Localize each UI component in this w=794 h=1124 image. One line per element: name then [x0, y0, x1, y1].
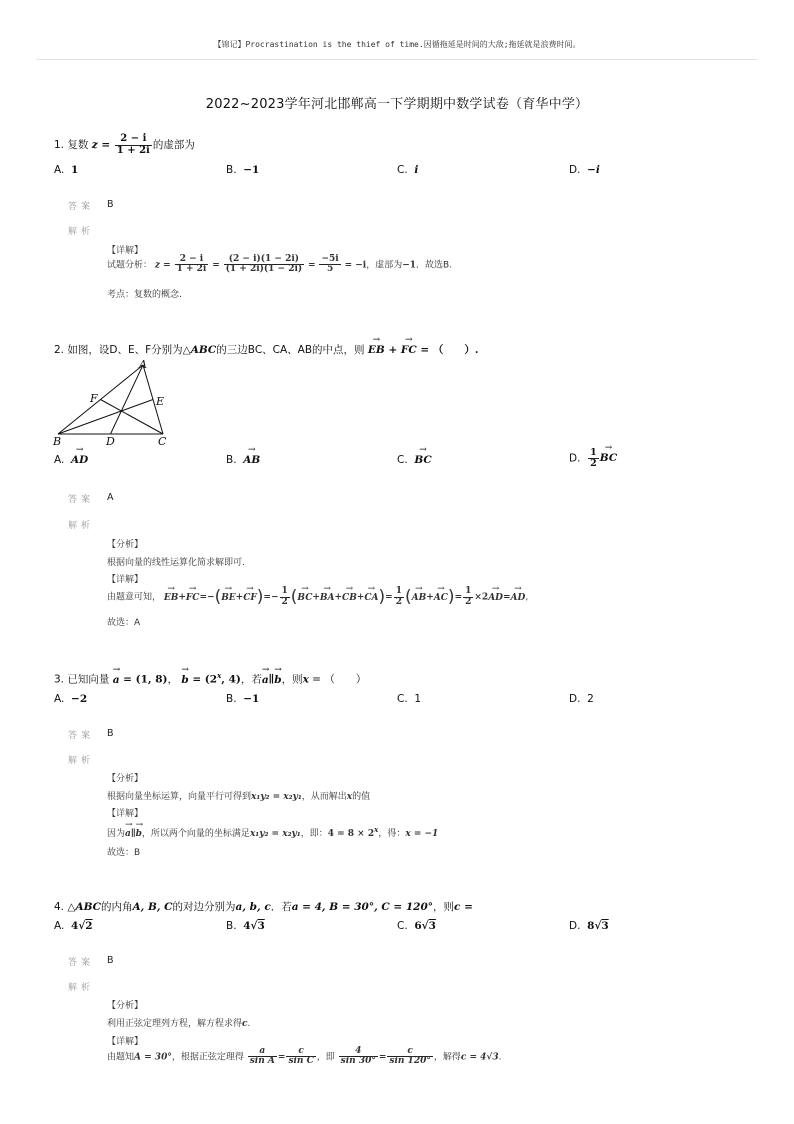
sol-exponent: x: [374, 825, 379, 834]
analysis-heading: 【分析】: [107, 1001, 144, 1011]
question-text: 的虚部为: [152, 139, 195, 151]
triangle-figure: [52, 358, 172, 450]
question-number: 3.: [54, 673, 65, 686]
math-exponent: x: [217, 671, 222, 680]
fraction: [224, 255, 305, 275]
sol-text: ，得：: [378, 829, 406, 839]
q1-option-c[interactable]: [397, 164, 418, 176]
fraction-numerator: c: [286, 1047, 315, 1057]
sol-math: c: [242, 1019, 248, 1029]
analysis-heading: 【分析】: [107, 540, 144, 550]
math-x: x: [302, 673, 309, 686]
vector: → EB: [164, 593, 178, 603]
sol-math: x₁y₂ = x₂y₁: [249, 829, 301, 839]
question-1-stem: [54, 134, 195, 156]
fraction: [387, 1047, 432, 1067]
header-divider: [36, 59, 758, 60]
q4-analysis: [107, 1016, 250, 1029]
math-c: c =: [454, 901, 473, 913]
sol-text: .: [247, 1019, 251, 1029]
option-letter: D.: [569, 164, 581, 176]
vector: → AD: [488, 593, 503, 603]
vector-fc: → FC: [401, 344, 417, 356]
option-letter: B.: [226, 164, 237, 176]
fraction-denominator: 2: [590, 457, 597, 469]
fraction-numerator: 1: [465, 586, 472, 597]
math-sides: a, b, c: [235, 901, 271, 913]
fraction-numerator: 2 − i: [175, 255, 209, 265]
option-letter: A.: [54, 454, 65, 466]
question-text: 已知向量: [67, 673, 110, 686]
sol-text: 因为: [107, 829, 126, 839]
q2-solution: 由题意可知， → EB+→ FC=−(→ BE+→ CF)=− $\frac{1}{2}$ (→ BC+→ BA+→ CB+→ CA)= $\frac{1}{2}$ (→ AB+→ AC)= $\frac{1}{2}$ ×2→ AD=→ AD,: [107, 587, 528, 607]
fraction-numerator: 1: [395, 586, 402, 597]
answer-value: A: [107, 492, 114, 503]
exam-title: 2022~2023学年河北邯郸高一下学期期中数学试卷（育华中学）: [205, 97, 589, 112]
analysis-heading: 【分析】: [107, 774, 144, 784]
analysis-label: 解析: [68, 983, 95, 993]
fraction-denominator: (1 + 2i)(1 − 2i): [225, 264, 303, 275]
q1-kaodian: 考点：复数的概念.: [107, 290, 182, 300]
option-letter: A.: [54, 164, 65, 176]
fraction: [394, 587, 404, 607]
q4-option-b[interactable]: [226, 920, 265, 932]
option-radicand: 3: [257, 920, 265, 932]
option-letter: D.: [569, 452, 581, 465]
vector-b: → b: [181, 674, 188, 686]
question-text: 的对边分别为: [172, 901, 236, 913]
detail-heading: 【详解】: [107, 246, 144, 256]
sol-math: = −i: [344, 260, 367, 271]
sol-text: ，解得: [433, 1052, 461, 1063]
label-f: F: [90, 392, 98, 405]
option-vector: → AB: [243, 454, 260, 466]
q3-conclusion: 故选：B: [107, 848, 141, 858]
answer-value: B: [107, 728, 114, 739]
option-coef: 4: [71, 920, 79, 932]
question-text: ．若: [270, 901, 292, 913]
vector: → AB: [412, 593, 427, 603]
fraction-numerator: 2 − i: [115, 134, 152, 146]
header-motto: 【锦记】Procrastination is the thief of time.因循拖延是时间的大敌;拖延就是浪费时间。: [213, 40, 581, 49]
fraction: [319, 255, 340, 275]
q2-option-c[interactable]: [397, 454, 432, 466]
fraction: [248, 1047, 277, 1067]
parallel-symbol: ∥: [268, 673, 275, 686]
vector-eb: → EB: [368, 344, 385, 356]
sol-text: 利用正弦定理列方程，解方程求得: [107, 1019, 243, 1029]
sol-text: ，所以两个向量的坐标满足: [141, 829, 250, 839]
sol-text: 由题意可知，: [107, 592, 162, 603]
fraction-denominator: sin 120°: [389, 1056, 431, 1067]
vector: → BC: [297, 593, 312, 603]
question-text: = （ ）: [308, 673, 367, 686]
fraction: [286, 1047, 315, 1067]
question-text: 的内角: [101, 901, 133, 913]
fraction-denominator: 1 + 2i: [116, 144, 150, 156]
math-angles: A, B, C: [132, 901, 173, 913]
vector-b: → b: [136, 829, 142, 839]
q2-conclusion: 故选：A: [107, 618, 141, 628]
vector: → AC: [434, 593, 448, 603]
q3-solution: [107, 825, 438, 839]
fraction-denominator: 2: [281, 596, 288, 607]
fraction: [463, 587, 473, 607]
sol-text: 的值: [352, 792, 371, 802]
option-letter: D.: [569, 920, 581, 932]
vector-a: → a: [125, 829, 131, 839]
sol-text: ，即: [316, 1052, 335, 1063]
q4-option-c[interactable]: [397, 920, 436, 932]
option-vector: → AD: [71, 454, 88, 466]
fraction-numerator: c: [387, 1047, 432, 1057]
vector: → BA: [320, 593, 335, 603]
option-letter: A.: [54, 693, 65, 705]
question-text: ，若: [240, 673, 262, 686]
sol-text: 根据向量坐标运算，向量平行可得到: [107, 792, 252, 802]
analysis-label: 解析: [68, 227, 95, 237]
option-radicand: 3: [601, 920, 609, 932]
question-number: 2.: [54, 344, 65, 356]
analysis-label: 解析: [68, 521, 95, 531]
label-b: B: [53, 435, 62, 448]
option-value: −1: [243, 693, 260, 705]
fraction: [339, 1047, 378, 1067]
fraction-denominator: 1 + 2i: [176, 264, 207, 275]
option-coef: 4: [243, 920, 251, 932]
analysis-label: 解析: [68, 756, 95, 766]
answer-label: 答案: [68, 731, 95, 741]
sqrt-symbol: √: [594, 920, 602, 932]
math-abc: ABC: [75, 901, 102, 913]
fraction-numerator: −5i: [321, 254, 339, 264]
option-radicand: 2: [85, 920, 93, 932]
parallel-symbol: ∥: [130, 829, 136, 839]
vector: → CA: [364, 593, 378, 603]
question-number: 1.: [54, 139, 65, 151]
vector: → BE: [221, 593, 235, 603]
option-value: −1: [243, 164, 260, 176]
q3-option-a[interactable]: [54, 693, 87, 705]
question-text: 如图，设D、E、F分别为: [67, 344, 183, 356]
q1-option-b[interactable]: [226, 164, 259, 176]
vector: → AD: [511, 593, 526, 603]
math-abc: ABC: [190, 344, 217, 356]
sol-text: 试题分析：: [107, 260, 153, 271]
option-coef: 8: [587, 920, 595, 932]
sol-math: x = −1: [405, 829, 439, 839]
math-plus: +: [384, 344, 401, 356]
q3-option-d[interactable]: [569, 693, 594, 705]
math-value: = (2: [188, 673, 218, 686]
q2-option-b[interactable]: [226, 454, 260, 466]
option-radicand: 3: [428, 920, 436, 932]
median-ad: [111, 365, 144, 434]
fraction-numerator: (2 − i)(1 − 2i): [224, 255, 305, 265]
vector: → FC: [186, 593, 200, 603]
option-vector: → BC: [414, 454, 431, 466]
question-number: 4.: [54, 901, 65, 913]
fraction-denominator: 2: [395, 596, 402, 607]
option-letter: B.: [226, 693, 237, 705]
question-text: 的三边BC、CA、AB的中点，则: [216, 344, 365, 356]
sol-text: ，即：: [300, 829, 328, 839]
answer-value: B: [107, 199, 114, 210]
fraction-denominator: sin A: [249, 1056, 275, 1067]
median-be: [58, 400, 153, 435]
question-text: ，则: [433, 901, 455, 913]
option-letter: C.: [397, 920, 408, 932]
option-letter: B.: [226, 920, 237, 932]
math-z: z: [91, 139, 98, 151]
question-text: ，则: [281, 673, 303, 686]
sqrt-symbol: √: [421, 920, 429, 932]
question-text: 复数: [67, 139, 89, 151]
detail-heading: 【详解】: [107, 575, 144, 585]
option-value: i: [414, 164, 419, 176]
option-letter: B.: [226, 454, 237, 466]
answer-value: B: [107, 955, 114, 966]
vector: → CB: [342, 593, 357, 603]
triangle-symbol: △: [67, 901, 76, 913]
fraction: [588, 448, 599, 469]
sol-text: .: [498, 1052, 502, 1063]
option-value: 1: [414, 693, 422, 705]
label-d: D: [106, 435, 115, 448]
math-condition: a = 4, B = 30°, C = 120°: [291, 901, 434, 913]
q4-option-d[interactable]: [569, 920, 609, 932]
q1-option-a[interactable]: [54, 164, 78, 176]
detail-heading: 【详解】: [107, 1037, 144, 1047]
answer-label: 答案: [68, 202, 95, 212]
fraction-numerator: 1: [590, 447, 597, 458]
sol-text: ，虚部为: [366, 260, 403, 271]
fraction-numerator: 4: [339, 1047, 378, 1057]
option-value: −2: [71, 693, 88, 705]
sol-math: x: [346, 792, 353, 802]
sol-math: −1: [402, 260, 417, 271]
sol-math: 4 = 8 × 2: [327, 829, 375, 839]
option-value: 2: [587, 693, 594, 705]
fraction-denominator: 2: [465, 596, 472, 607]
q1-solution: 试题分析： z = $\frac{2 - i}{1 + 2i}$ = $\frac{(2 - i)(1 - 2i)}{(1 + 2i)(1 - 2i)}$ = $\frac{-5i}{5}$ = −i，虚部为−1．故选B.: [107, 254, 453, 275]
sol-math: z =: [154, 260, 171, 271]
q2-option-d[interactable]: [569, 448, 617, 469]
option-coef: 6: [414, 920, 422, 932]
option-letter: C.: [397, 164, 408, 176]
option-letter: A.: [54, 920, 65, 932]
q3-analysis: [107, 789, 370, 802]
vector: → CF: [243, 593, 257, 603]
median-cf: [101, 400, 164, 435]
option-letter: D.: [569, 693, 581, 705]
fraction: [280, 587, 290, 607]
question-3-stem: 3. 已知向量 → a = (1, 8)， → $b = (2^x$, 4)，若→ a∥→ b，则x = （ ）: [54, 671, 366, 687]
question-text: = （ ）.: [416, 344, 479, 356]
sol-text: ．故选B.: [416, 260, 453, 271]
q2-option-a[interactable]: [54, 454, 88, 466]
q3-option-b[interactable]: [226, 693, 259, 705]
option-value: 1: [71, 164, 79, 176]
question-4-stem: [54, 899, 473, 914]
answer-label: 答案: [68, 958, 95, 968]
detail-heading: 【详解】: [107, 809, 144, 819]
label-c: C: [158, 435, 167, 448]
label-e: E: [156, 395, 165, 408]
vector-a: → a: [262, 674, 269, 686]
sol-text: 由题知: [107, 1052, 135, 1063]
q4-option-a[interactable]: [54, 920, 93, 932]
math-value: , 4): [221, 673, 241, 686]
q1-option-d[interactable]: [569, 164, 600, 176]
fraction: [115, 134, 152, 156]
answer-label: 答案: [68, 495, 95, 505]
sol-text: ，根据正弦定理得: [171, 1052, 244, 1063]
sqrt-symbol: √: [250, 920, 258, 932]
sol-math: x₁y₂ = x₂y₁: [251, 792, 302, 802]
fraction: [175, 255, 209, 275]
triangle-symbol: △: [182, 344, 191, 356]
sol-math: A = 30°: [134, 1052, 172, 1063]
fraction-denominator: sin C: [288, 1056, 314, 1067]
fraction-denominator: sin 30°: [340, 1056, 376, 1067]
q4-solution: 由题知A = 30°，根据正弦定理得 $\frac{a}{\text{sin A}}$ = $\frac{c}{\text{sin C}}$ ，即 $\frac{4}{\sin 30^\circ}$ = $\frac{c}{\sin 120^\circ}$ ，解得c = 4√3.: [107, 1046, 502, 1067]
q2-analysis: 根据向量的线性运算化简求解即可.: [107, 558, 245, 568]
fraction-numerator: a: [248, 1047, 277, 1057]
fraction-numerator: 1: [281, 586, 288, 597]
sqrt-symbol: √: [78, 920, 86, 932]
vector-b: → b: [274, 674, 281, 686]
vector-a: → a: [113, 674, 120, 686]
fraction-denominator: 5: [326, 264, 334, 275]
sol-text: ，从而解出: [301, 792, 347, 802]
math-eq: =: [97, 139, 114, 151]
option-value: −i: [587, 164, 600, 176]
sol-math: c = 4√3: [460, 1052, 499, 1063]
question-2-stem: [54, 342, 478, 357]
label-a: A: [139, 358, 147, 371]
sol-math: 2: [481, 592, 489, 603]
option-letter: C.: [397, 693, 408, 705]
q3-option-c[interactable]: [397, 693, 421, 705]
option-letter: C.: [397, 454, 408, 466]
option-vector: → BC: [600, 452, 617, 464]
math-value: = (1, 8): [119, 673, 168, 686]
